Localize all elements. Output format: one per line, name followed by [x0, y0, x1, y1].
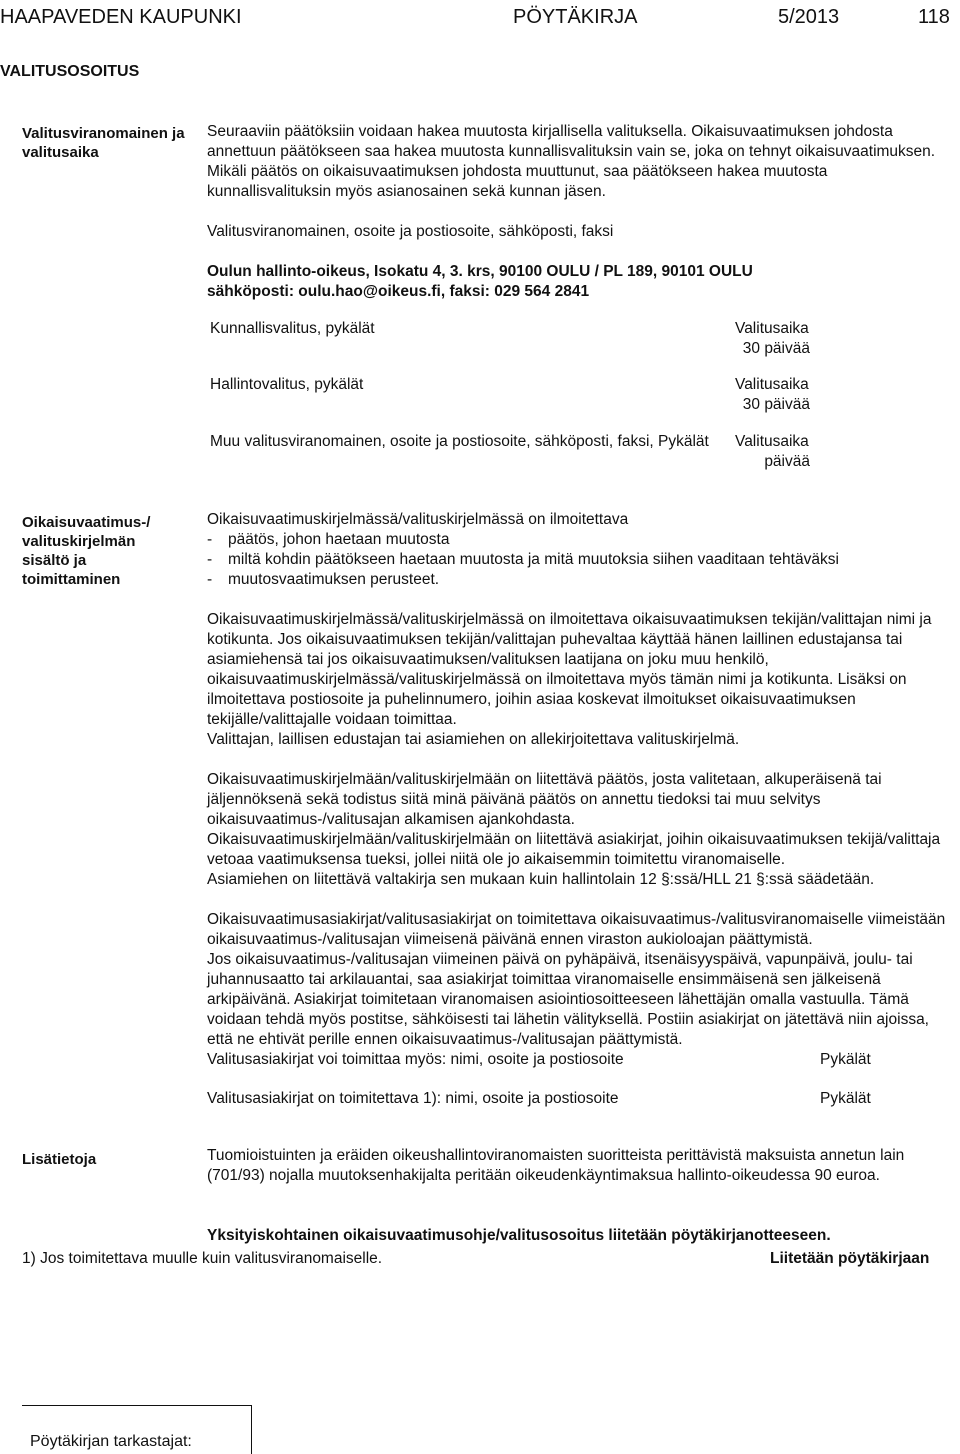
- page-title: VALITUSOSOITUS: [0, 63, 140, 80]
- delivery-option-also: Valitusasiakirjat voi toimittaa myös: nimi, osoite ja postiosoite: [207, 1051, 624, 1068]
- deadline-paragraph: Jos oikaisuvaatimus-/valitusajan viimeinen päivä on pyhäpäivä, itsenäisyyspäivä, vapunpäivä, joulu- tai juhannusaatto tai arkilauantai, saa asiakirjat toimittaa viranomaiselle ensimmäisenä sen jälkeisenä arkipäivänä. Asiakirjat toimitetaan viranomaisen asiointiosoitteeseen lähettäjän omalla vastuulla. Tämä voidaan tehdä myös postitse, sähköisesti tai lähetin välityksellä. Postiin asiakirjat on jätettävä niin ajoissa, että ne ehtivät perille ennen oikaisuvaatimus-/valitusajan päättymistä.: [207, 951, 929, 1048]
- footnote: 1) Jos toimitettava muulle kuin valitusviranomaiselle.: [22, 1250, 383, 1267]
- appeal-term-title: Valitusaika: [735, 433, 809, 450]
- delivery-option-required: Valitusasiakirjat on toimitettava 1): nimi, osoite ja postiosoite: [207, 1090, 619, 1107]
- authority-address: Oulun hallinto-oikeus, Isokatu 4, 3. krs, 90100 OULU / PL 189, 90101 OULU: [207, 263, 753, 280]
- required-items-list: [207, 530, 947, 590]
- page-number: 118: [918, 6, 950, 28]
- authority-contact: sähköposti: oulu.hao@oikeus.fi, faksi: 029 564 2841: [207, 283, 590, 300]
- signature-requirement: Valittajan, laillisen edustajan tai asiamiehen on allekirjoitettava valituskirjelmä.: [207, 731, 740, 748]
- appeal-term-title: Valitusaika: [735, 376, 809, 393]
- list-item: - päätös, johon haetaan muutosta: [207, 530, 947, 550]
- section-label-content: Oikaisuvaatimus-/ valituskirjelmän sisältö ja toimittaminen: [22, 514, 151, 588]
- supporting-documents-paragraph: Oikaisuvaatimuskirjelmään/valituskirjelmään on liitettävä asiakirjat, joihin oikaisuvaatimuksen tekijä/valittaja vetoaa vaatimuksensa tueksi, jollei niitä ole jo aikaisemmin toimitettu viranomaiselle.: [207, 831, 941, 868]
- appeal-type-administrative: Hallintovalitus, pykälät: [210, 376, 364, 393]
- section-label-appeal-authority: Valitusviranomainen ja valitusaika: [22, 125, 185, 161]
- appellant-info-paragraph: Oikaisuvaatimuskirjelmässä/valituskirjelmässä on ilmoitettava oikaisuvaatimuksen tekijän/valittajan nimi ja kotikunta. Jos oikaisuvaatimuksen tekijän/valittajan puhevaltaa käyttää hänen laillinen edustajansa tai asiamiehensä tai jos oikaisuvaatimuksen/valituksen laatijana on joku muu henkilö, oikaisuvaatimuskirjelmässä/valituskirjelmässä on ilmoitettava myös tämän nimi ja kotikunta. Lisäksi on ilmoitettava postiosoite ja puhelinnumero, joihin asiaa koskevat ilmoitukset oikaisuvaatimuksen tekijälle/valittajalle voidaan toimittaa.: [207, 611, 932, 728]
- signature-label: Pöytäkirjan tarkastajat:: [30, 1433, 192, 1450]
- appeal-term-title: Valitusaika: [735, 320, 809, 337]
- additional-info-text: Tuomioistuinten ja eräiden oikeushallintoviranomaisten suoritteista perittävistä maksuista annetun lain (701/93) nojalla muutoksenhakijalta peritään oikeudenkäyntimaksua hallinto-oikeudessa 90 euroa.: [207, 1147, 905, 1184]
- attachments-paragraph: Oikaisuvaatimuskirjelmään/valituskirjelmään on liitettävä päätös, josta valitetaan, alkuperäisenä tai jäljennöksenä sekä todistus siitä minä päivänä päätös on annettu tiedoksi tai muu selvitys oikaisuvaatimus-/valitusajan alkamisen ajankohdasta.: [207, 771, 882, 828]
- section-body-content: [207, 510, 947, 1050]
- appeal-term-days: 30 päivää: [742, 396, 810, 413]
- document-number: 5/2013: [778, 6, 840, 28]
- authority-caption: Valitusviranomainen, osoite ja postiosoite, sähköposti, faksi: [207, 223, 614, 240]
- appeal-term-days: päivää: [764, 453, 810, 470]
- organization-name: HAAPAVEDEN KAUPUNKI: [0, 6, 242, 28]
- attachment-title: Yksityiskohtainen oikaisuvaatimusohje/valitusosoitus liitetään pöytäkirjanotteeseen.: [207, 1227, 831, 1244]
- section-label-additional-info: Lisätietoja: [22, 1151, 97, 1168]
- power-of-attorney-paragraph: Asiamiehen on liitettävä valtakirja sen mukaan kuin hallintolain 12 §:ssä/HLL 21 §:ssä säädetään.: [207, 871, 875, 888]
- list-item: - miltä kohdin päätökseen haetaan muutosta ja mitä muutoksia siihen vaaditaan tehtäväksi: [207, 550, 947, 570]
- appeal-term-days: 30 päivää: [742, 340, 810, 357]
- document-type: PÖYTÄKIRJA: [513, 6, 638, 28]
- delivery-option-also-value: Pykälät: [820, 1051, 871, 1068]
- footnote-attached: Liitetään pöytäkirjaan: [770, 1250, 930, 1267]
- intro-paragraph: Seuraaviin päätöksiin voidaan hakea muutosta kirjallisella valituksella. Oikaisuvaatimuksen johdosta annettuun päätökseen saa hakea muutosta kunnallisvalituksin vain se, joka on tehnyt oikaisuvaatimuksen. Mikäli päätös on oikaisuvaatimuksen johdosta muuttunut, saa päätökseen hakea muutosta kunnallisvalituksin myös asianosainen sekä kunnan jäsen.: [207, 123, 936, 200]
- delivery-option-required-value: Pykälät: [820, 1090, 871, 1107]
- content-intro: Oikaisuvaatimuskirjelmässä/valituskirjelmässä on ilmoitettava: [207, 511, 629, 528]
- section-body-appeal-authority: [207, 122, 947, 302]
- delivery-paragraph: Oikaisuvaatimusasiakirjat/valitusasiakirjat on toimitettava oikaisuvaatimus-/valitusviranomaiselle viimeistään oikaisuvaatimus-/valitusajan viimeisenä päivänä ennen viraston aukioloajan päättymistä.: [207, 911, 946, 948]
- appeal-type-municipal: Kunnallisvalitus, pykälät: [210, 320, 375, 337]
- appeal-type-other: Muu valitusviranomainen, osoite ja postiosoite, sähköposti, faksi, Pykälät: [210, 433, 709, 450]
- list-item: - muutosvaatimuksen perusteet.: [207, 570, 947, 590]
